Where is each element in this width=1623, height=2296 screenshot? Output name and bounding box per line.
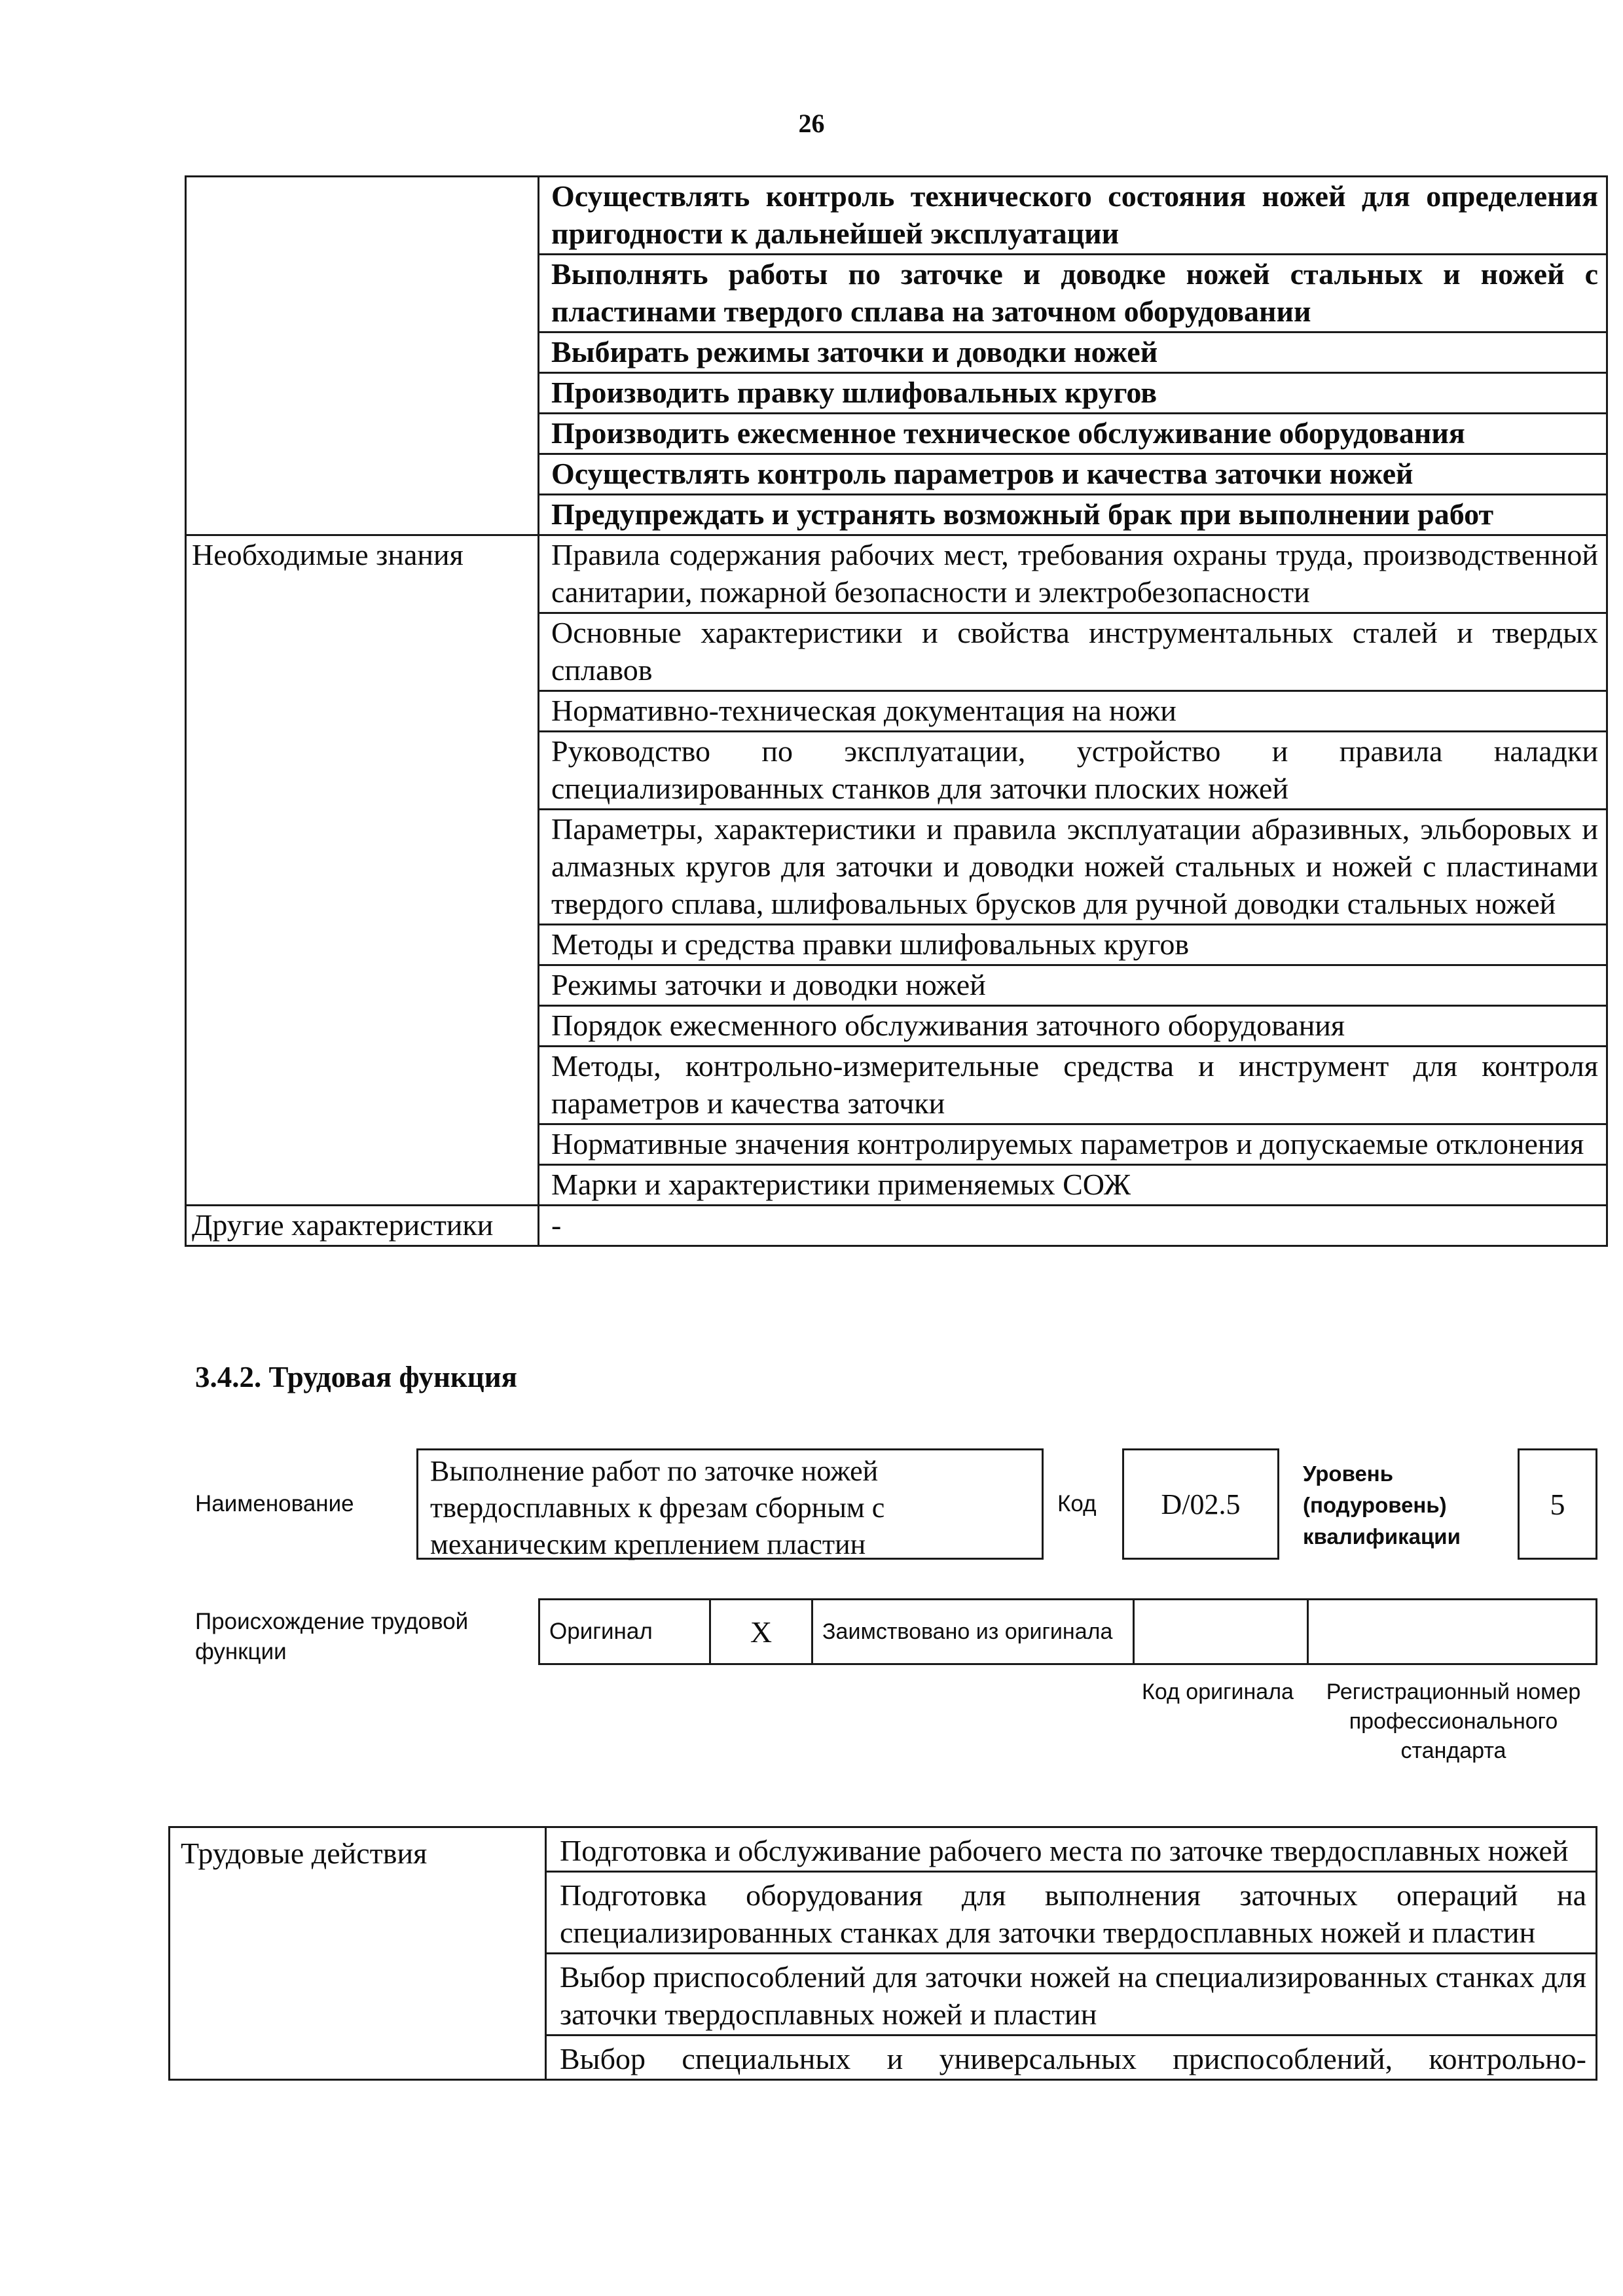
skill-item: Выбирать режимы заточки и доводки ножей — [539, 332, 1607, 373]
skill-item: Предупреждать и устранять возможный брак при выполнении работ — [539, 495, 1607, 535]
knowledge-item: Нормативные значения контролируемых параметров и допускаемые отклонения — [539, 1124, 1607, 1165]
function-name-value: Выполнение работ по заточке ножей твердосплавных к фрезам сборным с механическим креплением пластин — [430, 1455, 885, 1560]
origin-table — [538, 1598, 1597, 1665]
original-code-cell — [1134, 1600, 1308, 1664]
knowledge-item: Правила содержания рабочих мест, требования охраны труда, производственной санитарии, пожарной безопасности и электробезопасности — [539, 535, 1607, 613]
level-label: Уровень (подуровень) квалификации — [1303, 1462, 1461, 1549]
knowledge-item: Методы, контрольно-измерительные средства и инструмент для контроля параметров и качества заточки — [539, 1047, 1607, 1124]
skill-item: Осуществлять контроль параметров и качества заточки ножей — [539, 454, 1607, 495]
action-item: Подготовка и обслуживание рабочего места по заточке твердосплавных ножей — [546, 1827, 1597, 1872]
section-title: 3.4.2. Трудовая функция — [195, 1361, 518, 1393]
original-cell — [539, 1600, 710, 1664]
skill-item: Производить ежесменное техническое обслуживание оборудования — [539, 414, 1607, 454]
action-item: Выбор приспособлений для заточки ножей на специализированных станках для заточки твердосплавных ножей и пластин — [546, 1954, 1597, 2036]
actions-table — [168, 1826, 1597, 2081]
table-row — [186, 177, 1607, 255]
registration-number-caption: Регистрационный номер профессионального стандарта — [1326, 1679, 1581, 1763]
borrowed-label: Заимствовано из оригинала — [822, 1619, 1113, 1644]
skill-item: Осуществлять контроль технического состояния ножей для определения пригодности к дальнейшей эксплуатации — [539, 177, 1607, 255]
page-number: 26 — [798, 109, 825, 138]
skill-item: Выполнять работы по заточке и доводке ножей стальных и ножей с пластинами твердого сплава на заточном оборудовании — [539, 255, 1607, 332]
knowledge-label: Необходимые знания — [186, 535, 539, 1206]
knowledge-item: Нормативно-техническая документация на ножи — [539, 691, 1607, 732]
original-mark: X — [710, 1600, 812, 1664]
code-label: Код — [1057, 1491, 1097, 1516]
table-row — [186, 1206, 1607, 1246]
registration-number-cell — [1308, 1600, 1597, 1664]
knowledge-item: Руководство по эксплуатации, устройство и правила наладки специализированных станков для заточки плоских ножей — [539, 732, 1607, 810]
original-label: Оригинал — [549, 1619, 653, 1644]
knowledge-item: Основные характеристики и свойства инструментальных сталей и твердых сплавов — [539, 613, 1607, 691]
code-value: D/02.5 — [1161, 1488, 1241, 1520]
table-row — [170, 1827, 1597, 1872]
knowledge-item: Параметры, характеристики и правила эксплуатации абразивных, эльборовых и алмазных кругов для заточки и доводки ножей стальных и ножей с пластинами твердого сплава, шлифовальных брусков для ручной доводки стальных ножей — [539, 810, 1607, 925]
level-box — [1518, 1448, 1597, 1560]
other-characteristics-value: - — [539, 1206, 1607, 1246]
knowledge-item: Марки и характеристики применяемых СОЖ — [539, 1165, 1607, 1206]
origin-label: Происхождение трудовой функции — [195, 1609, 469, 1664]
skills-label-cell — [186, 177, 539, 535]
table-row — [186, 535, 1607, 613]
action-item: Подготовка оборудования для выполнения заточных операций на специализированных станках для заточки твердосплавных ножей и пластин — [546, 1872, 1597, 1954]
action-item: Выбор специальных и универсальных приспособлений, контрольно- — [546, 2036, 1597, 2080]
knowledge-item: Порядок ежесменного обслуживания заточного оборудования — [539, 1006, 1607, 1047]
level-value: 5 — [1550, 1487, 1565, 1521]
knowledge-item: Режимы заточки и доводки ножей — [539, 965, 1607, 1006]
function-name-box — [416, 1448, 1044, 1560]
knowledge-item: Методы и средства правки шлифовальных кругов — [539, 925, 1607, 965]
name-label: Наименование — [195, 1491, 354, 1516]
skills-knowledge-table — [185, 175, 1608, 1247]
original-code-caption: Код оригинала — [1142, 1679, 1294, 1704]
code-box — [1122, 1448, 1279, 1560]
table-row — [539, 1600, 1597, 1664]
borrowed-cell — [812, 1600, 1134, 1664]
other-characteristics-label: Другие характеристики — [186, 1206, 539, 1246]
actions-label: Трудовые действия — [170, 1827, 546, 2080]
skill-item: Производить правку шлифовальных кругов — [539, 373, 1607, 414]
